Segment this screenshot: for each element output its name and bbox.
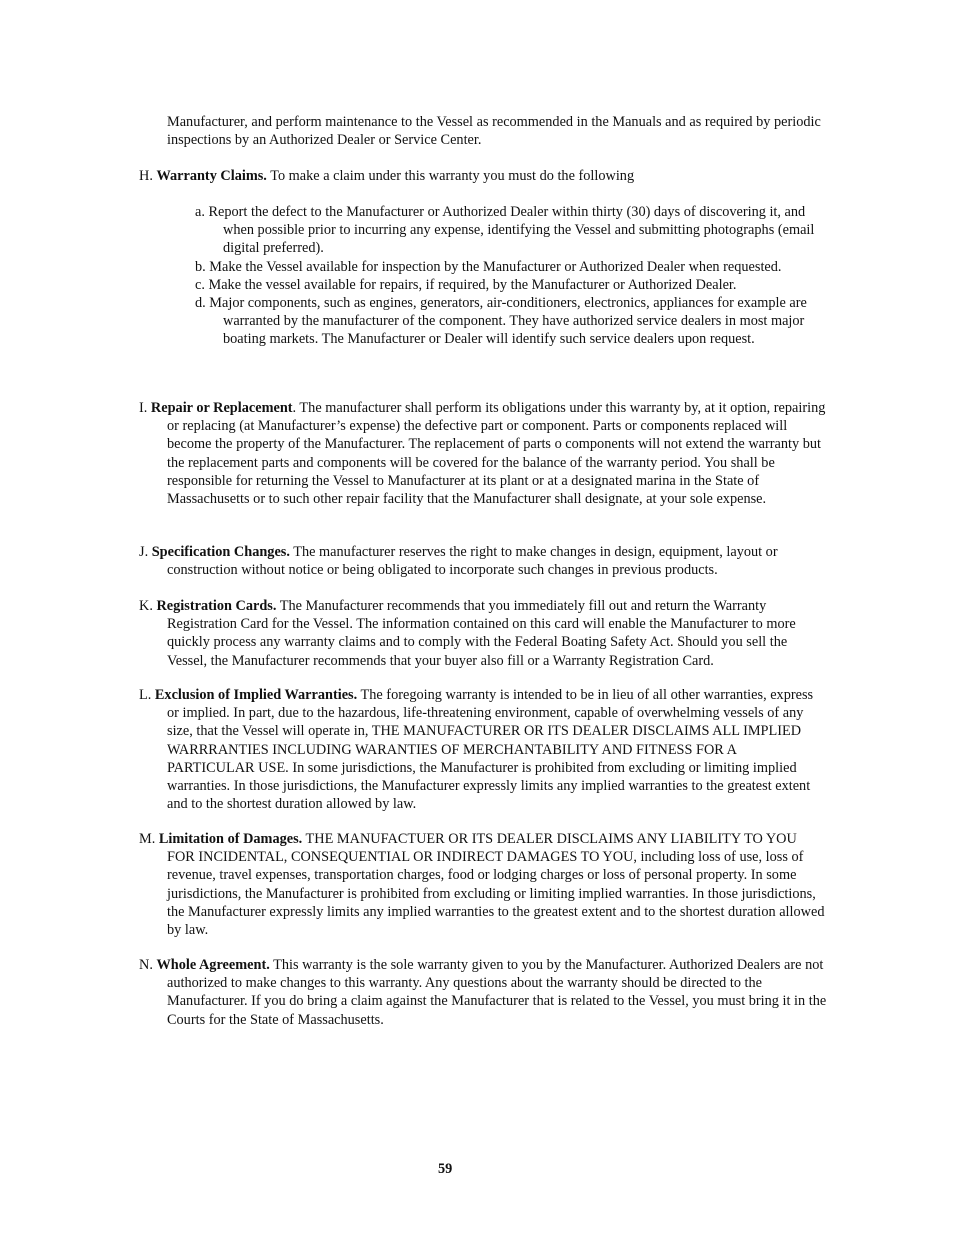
section-j-heading: Specification Changes. (151, 544, 290, 560)
page-number: 59 (438, 1161, 453, 1177)
section-i-body (139, 399, 827, 508)
section-h-letter: H. (139, 168, 153, 184)
section-l-exclusion-of-implied-warranties (139, 686, 827, 813)
section-n-body (139, 956, 827, 1029)
section-k-registration-cards (139, 597, 827, 670)
section-l-heading: Exclusion of Implied Warranties. (154, 687, 358, 703)
list-item: a. Report the defect to the Manufacturer or Authorized Dealer within thirty (30) days of discovering it, and when possible prior to incurring any expense, identifying the Vessel and submitting photographs (email digital preferred). (195, 204, 815, 257)
intro-paragraph: Manufacturer, and perform maintenance to the Vessel as recommended in the Manuals and as required by periodic inspections by an Authorized Dealer or Service Center. (167, 114, 821, 149)
section-m-body (139, 830, 827, 939)
section-m-heading: Limitation of Damages. (158, 831, 303, 847)
section-m-text: THE MANUFACTUER OR ITS DEALER DISCLAIMS ANY LIABILITY TO YOU FOR INCIDENTAL, CONSEQUENTIAL OR INDIRECT DAMAGES TO YOU, including loss of use, loss of revenue, travel expenses, transportation charges, food or lodging charges or loss of personal property. In some jurisdictions, the Manufacturer is prohibited from excluding or limiting implied warranties. In those jurisdictions, the Manufacturer expressly limits any implied warranties to the greatest extent and to the shortest duration allowed by law. (167, 831, 825, 939)
section-n-heading: Whole Agreement. (156, 957, 270, 973)
section-n-letter: N. (139, 957, 153, 973)
warranty-claims-list (195, 203, 829, 349)
section-n-text: This warranty is the sole warranty given to you by the Manufacturer. Authorized Dealers are not authorized to make changes to this warranty. Any questions about the warranty should be directed to the Manufacturer. If you do bring a claim against the Manufacturer that is related to the Vessel, you must bring it in the Courts for the State of Massachusetts. (167, 957, 827, 1028)
section-i-repair-or-replacement (139, 399, 827, 508)
section-k-letter: K. (139, 598, 153, 614)
section-i-heading: Repair or Replacement (150, 400, 293, 416)
section-m-letter: M. (139, 831, 156, 847)
section-j-specification-changes (139, 543, 827, 579)
section-l-letter: L. (139, 687, 152, 703)
section-k-text: The Manufacturer recommends that you immediately fill out and return the Warranty Registration Card for the Vessel. The information contained on this card will enable the Manufacturer to more quickly process any warranty claims and to comply with the Federal Boating Safety Act. Should you sell the Vessel, the Manufacturer recommends that your buyer also fill or a Warranty Registration Card. (167, 598, 796, 669)
section-i-text: . The manufacturer shall perform its obligations under this warranty by, at it option, repairing or replacing (at Manufacturer’s expense) the defective part or component. Parts or components replaced will become the property of the Manufacturer. The replacement of parts o components will not extend the warranty but the replacement parts and components will be covered for the balance of the warranty period. You shall be responsible for returning the Vessel to Manufacturer at its plant or at a designated marina in the State of Massachusetts or to such other repair facility that the Manufacturer shall designate, at your sole expense. (167, 400, 826, 508)
section-h-heading: Warranty Claims. (156, 168, 267, 184)
list-item: b. Make the Vessel available for inspection by the Manufacturer or Authorized Dealer when requested. (195, 258, 782, 275)
section-n-whole-agreement (139, 956, 827, 1029)
section-j-body (139, 543, 827, 579)
section-h-warranty-claims (139, 167, 827, 185)
section-l-text: The foregoing warranty is intended to be in lieu of all other warranties, express or implied. In part, due to the hazardous, life-threatening environment, capable of overwhelming vessels of any size, that the Vessel will operate in, THE MANUFACTURER OR ITS DEALER DISCLAIMS ALL IMPLIED WARRRANTIES INCLUDING WARANTIES OF MERCHANTABILITY AND FITNESS FOR A PARTICULAR USE. In some jurisdictions, the Manufacturer is prohibited from excluding or limiting implied warranties. In those jurisdictions, the Manufacturer expressly limits any implied warranties to the greatest extent and to the shortest duration allowed by law. (167, 687, 814, 813)
section-m-limitation-of-damages (139, 830, 827, 939)
section-j-text: The manufacturer reserves the right to make changes in design, equipment, layout or construction without notice or being obligated to incorporate such changes in previous products. (167, 544, 778, 579)
section-i-letter: I. (139, 400, 148, 416)
section-h-body (139, 167, 827, 185)
section-k-body (139, 597, 827, 670)
section-j-letter: J. (139, 544, 149, 560)
section-h-text: To make a claim under this warranty you must do the following (266, 168, 635, 184)
section-l-body (139, 686, 827, 813)
list-item: c. Make the vessel available for repairs, if required, by the Manufacturer or Authorized Dealer. (195, 276, 737, 293)
section-k-heading: Registration Cards. (156, 598, 277, 614)
list-item: d. Major components, such as engines, generators, air-conditioners, electronics, appliances for example are warranted by the manufacturer of the component. They have authorized service dealers in most major boating markets. The Manufacturer or Dealer will identify such service dealers upon request. (195, 295, 807, 348)
